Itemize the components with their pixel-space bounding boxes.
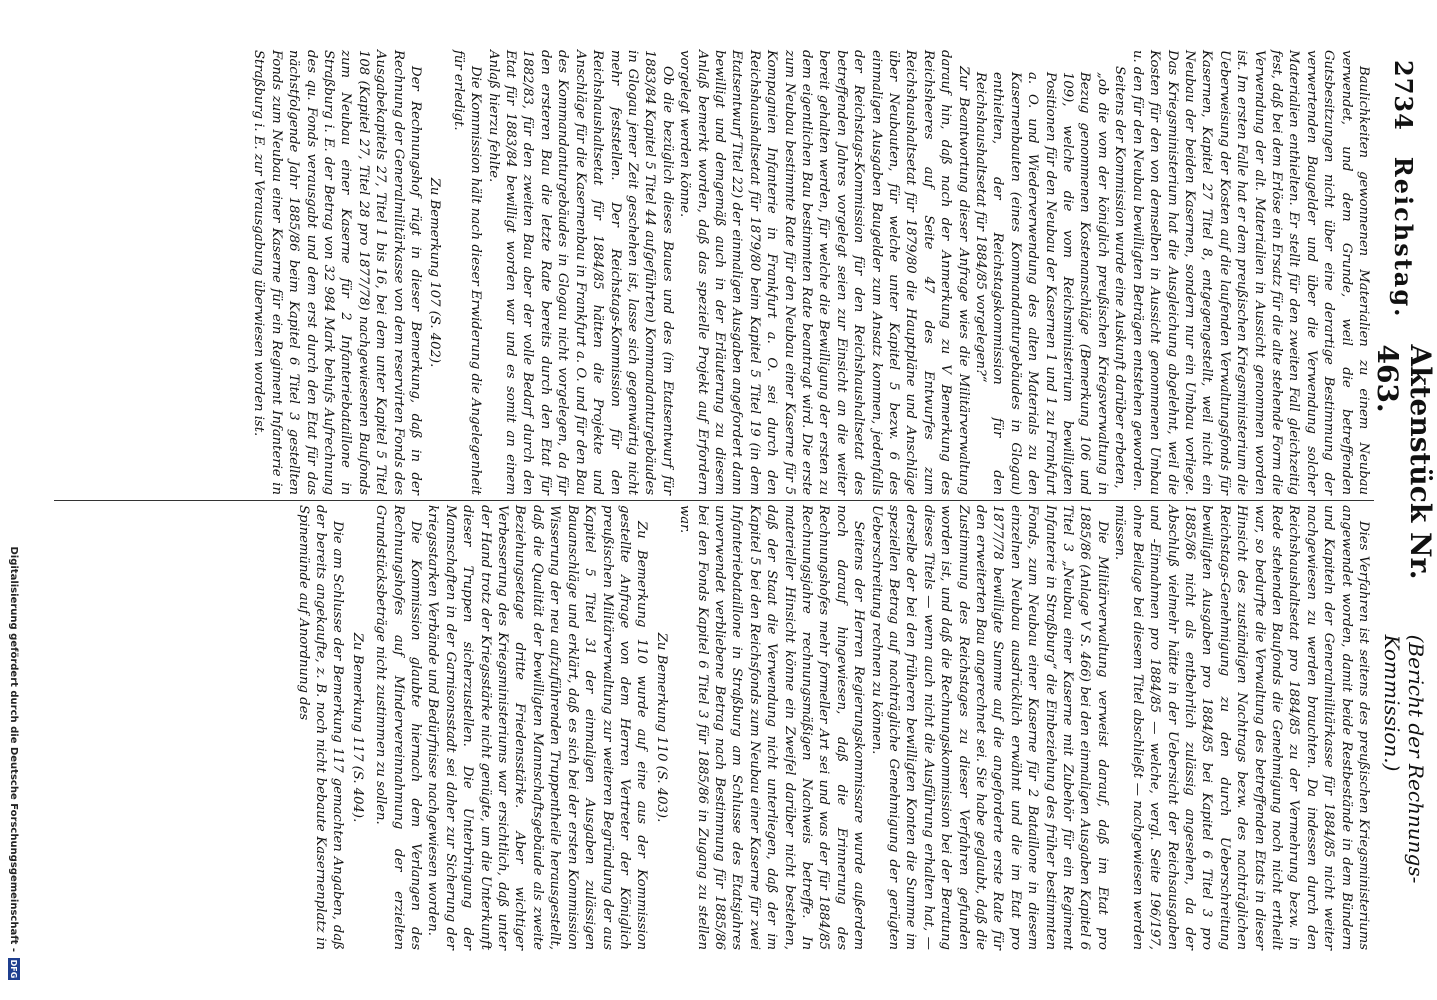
paragraph: Die Kommission glaubte hiernach dem Verlangen des Rechnungshofes auf Mindervereinnahmung der erzielten Grundstücksbeträge nicht zustimmen zu sollen. (373, 505, 424, 950)
paragraph: Die am Schlusse der Bemerkung 117 gemachten Angaben, daß der bereits angekaufte, z. B. noch nicht bebaute Kasernenplatz in Spinemünde auf Anordnung des (295, 505, 346, 950)
paragraph: „ob die vom der königlich preußischen Kriegsverwaltung in Bezug genommenen Kostenanschläge (Bemerkung 106 und 109), welche die vom Reichsministerium bewilligten Positionen für den Neubau der Kasernen 1 und 1 zu Frankfurt a. O. und Wiederverwendung des alten Materials zu den Kasernenbauten (eines Kommandanturgebäudes in Glogau) enthielten, der Reichstagskommission für den Reichshaushaltsetat für 1884/85 vorgelegen?“ (973, 72, 1110, 495)
paragraph: Die Kommission hält nach dieser Erwiderung die Angelegenheit für erledigt. (450, 50, 484, 495)
page-number: 2734 (1389, 60, 1419, 131)
paragraph: Zu Bemerkung 110 wurde auf eine aus der Kommission gestellte Anfrage von dem Herren Vertreter der Königlich preußischen Militärverwaltung zur weiteren Begründung der aus Kapitel 5 Titel 31 der einmaligen Ausgaben zulässigen Bauanschläge und erklärt, daß es sich bei der ersten Kommission Wisserung der neu aufzuführenden Truppentheile herausgestellt, daß die Qualität der bewilligten Mannschaftsgebäude als zweite Beziehungsetage dritte Friedensstärke. Aber wichtiger Verbesserung des Kriegsministeriums war ersichtlich, daß unter der Hand trotz der Kriegsstärke nicht genügte, um die Unterkunft dieser Truppen sicherzustellen. Die Unterbringung der Mannschaften in der Garnisonsstadt sei daher zur Sicherung der kriegsstarken Verbände und Bedürfnisse nachgewiesen worden. (425, 505, 650, 950)
digitization-credit: Digitalisierung gefördert durch die Deutsche Forschungsgemeinschaft - (8, 546, 20, 952)
column-divider (54, 500, 1374, 501)
left-column (54, 50, 1372, 495)
paragraph: Die Militärverwaltung verweist darauf, daß im Etat pro 1885/86 (Anlage V S. 466) bei den einmaligen Ausgaben Kapitel 6 Titel 3 „Neubau einer Kaserne mit Zubehör für ein Regiment Infanterie in Straßburg“ die Einbeziehung des früher bestimmten Fonds, zum Neubau einer Kaserne für 2 Bataillone in diesem einzelnen Neubau ausdrücklich erwähnt und die im Etat pro 1877/78 bewilligte Summe auf die angeforderte erste Rate für den erweiterten Bau angerechnet sei. Sie habe geglaubt, daß die Zustimmung des Reichstages zu dieser Verfahren gefunden worden ist, und daß die Rechnungskommission bei der Beratung dieses Titels — wenn auch nicht die Ausführung erhalten hat, — derselbe der bei den früheren bewilligten Konten die Summe im speziellen Betrag auf nachträgliche Genehmigung der gerügten Ueberschreitung rechnen zu können. (868, 505, 1110, 950)
section-heading: Zu Bemerkung 110 (S. 403). (653, 632, 669, 823)
section-heading: Zu Bemerkung 117 (S. 404). (349, 632, 365, 823)
paragraph: Ob die bezüglich dieses Baues und des (im Etatsentwurf für 1883/84 Kapitel 5 Titel 44 aufgeführten) Kommandanturgebäudes in Glogau jener Zeit geschehen ist, lasse sich gegenwärtig nicht mehr feststellen. Der Reichstags-Kommission für den Reichshaushaltsetat für 1884/85 hätten die Projekte und Anschläge für die Kasernenbau in Frankfurt a. O. und für den Bau des Kommandanturgebäudes in Glogau nicht vorgelegen, da für den ersteren Bau die letzte Rate bereits durch den Etat für 1882/83, für den zweiten Bau aber der volle Bedarf durch den Etat für 1883/84 bewilligt worden war und es somit an einem Anlaß hierzu fehlte. (485, 50, 675, 495)
page-header (1371, 60, 1437, 960)
dfg-logo: DFG (9, 959, 19, 979)
paragraph: Seitens der Kommission wurde eine Auskunft darüber erbeten, (1112, 66, 1128, 489)
paragraph: Der Rechnungshof rügt in dieser Bemerkung, daß in der Rechnung der Generalmilitärkasse von dem reservirten Fonds des Ausgabekapitels 27, Titel 1 bis 16, bei dem unter Kapitel 5 Titel 108 (Kapitel 27, Titel 28 pro 1877/78) nachgewiesenen Baufonds zum Neubau einer Kaserne für 2 Infanteriebataillone in Straßburg i. E. der Betrag von 32 984 Mark behufs Aufrechnung des qu. Fonds verausgabt und dem erst durch den Etat für das nächstfolgende Jahr 1885/86 beim Kapitel 6 Titel 3 gestellten Fonds zum Neubau einer Kaserne für ein Regiment Infanterie in Straßburg i. E. zur Verausgabung überwiesen worden ist. (251, 50, 424, 495)
sheet-number: Aktenstück Nr. 463. (1371, 344, 1437, 580)
paragraph: Seitens der Herren Regierungskommissare wurde außerdem noch darauf hingewiesen, daß die Erinnerung des Rechnungshofes mehr formeller Art sei und was der für 1884/85 Rechnungsjahre rechnungsmäßigen Nachweis betreffe. In materieller Hinsicht könne ein Zweifel darüber nicht bestehen, daß der Staat die Verwendung nicht unterliegen, daß der im Kapitel 5 bei den Reichsfonds zum Neubau einer Kaserne für zwei Infanteriebataillone in Straßburg am Schlusse des Etatsjahres unverwendet verbliebene Betrag nach Bestimmung für 1885/86 bei den Fonds Kapitel 6 Titel 3 für 1885/86 in Zugang zu stellen war. (677, 505, 867, 950)
paragraph: Zur Beantwortung dieser Anfrage wies die Militärverwaltung darauf hin, daß nach der Anmerkung zu V Bemerkung des Reichsheeres auf Seite 47 des Entwurfes zum Reichshaushaltsetat für 1879/80 die Hauptpläne und Anschläge über Neubauten, für welche unter Kapitel 5 bezw. 6 des einmaligen Ausgaben Baugelder zum Ansatz kommen, jedenfalls der Reichstags-Kommission für den Reichshaushaltsetat des betreffenden Jahres vorgelegt seien zur Einsicht an die weiter bereit gehalten werden, für welche die Bewilligung der ersten zu dem eigentlichen Bau bestimmten Rate beantragt wird. Die erste zum Neubau bestimmte Rate für den Neubau einer Kaserne für 5 Kompagnien Infanterie in Frankfurt a. O. sei durch den Reichshaushaltsetat für 1879/80 beim Kapitel 5 Titel 19 (in dem Etatsentwurf Titel 22) der einmaligen Ausgaben angefordert dann bewilligt und demgemäß auch in der Erläuterung zu diesem Anlaß bemerkt worden, daß das spezielle Projekt auf Erfordern vorgelegt werden könne. (677, 50, 971, 495)
paragraph: Dies Verfahren ist seitens des preußischen Kriegsministeriums angewendet worden, damit beide Restbestände in dem Bündern und Kapiteln der Generalmilitärkasse für 1884/85 nicht weiter nachgewiesen zu werden brauchten. Da indessen durch den Reichshaushaltsetat pro 1884/85 zu der Vermehrung bezw. in Rede stehenden Baufonds die Genehmigung noch nicht ertheilt war, so bedurfte die Verwaltung des betreffenden Etats in dieser Hinsicht des zuständigen Nachtrags bezw. des nachträglichen Reichstags-Genehmigung zu den durch Ueberschreitung bewilligten Ausgaben pro 1884/85 bei Kapitel 6 Titel 3 pro 1885/86 nicht als entbehrlich zulässig angesehen, da der Abschluß vielmehr hätte in der Uebersicht der Reichsausgaben und -Einnahmen pro 1884/85 — welche, vergl. Seite 196/197, ohne Beilage bei diesem Titel abschließt — nachgewiesen werden müssen. (1112, 505, 1371, 950)
document-subtitle: (Bericht der Rechnungs-Kommission.) (1380, 634, 1428, 884)
page-footer (1, 0, 27, 1000)
section-heading: Zu Bemerkung 107 (S. 402). (427, 177, 443, 368)
document-title: Reichstag. (1389, 156, 1419, 319)
paragraph: Baulichkeiten gewonnenen Materialien zu einem Neubau verwendet, und dem Grunde, weil die betreffenden Gutsbesitzungen nicht über eine derartige Bestimmung der verwertenden Baugelder und über die Verwendung solcher Materialien enthielten. Er stellt für den zweiten Fall gleichzeitig fest, daß bei dem Erlöse ein Ersatz für die alte stehende Form die Verwendung der alt. Materialien in Aussicht genommen worden ist. Im ersten Falle hat er dem preußischen Kriegsministerium die Ueberweisung der Kosten auf die laufenden Verwaltungsfonds für Kasernen, Kapitel 27 Titel 8, entgegengestellt, weil nicht ein Neubau der beiden Kasernen, sondern nur ein Umbau vorliege. Das Kriegsministerium hat die Ausgleichung abgelehnt, weil die Kosten für den von demselben in Aussicht genommenen Umbau u. den für den Neubau bewilligten Beträgen entstehen geworden. (1129, 50, 1371, 495)
right-column (54, 505, 1372, 950)
